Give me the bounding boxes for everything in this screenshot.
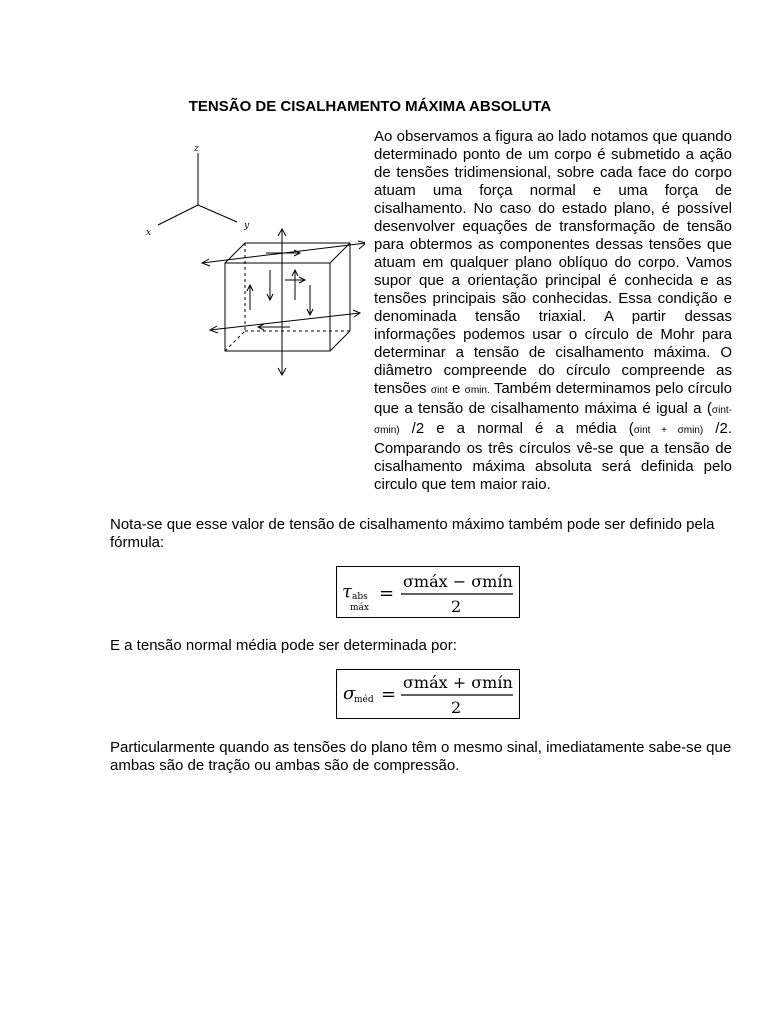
paragraph-final: Particularmente quando as tensões do plano têm o mesmo sinal, imediatamente sabe-se que ambas são de tração ou ambas são de compressão. <box>110 739 732 774</box>
axis-x-label: x <box>146 228 152 238</box>
intro-text-3: /2 e a normal é a média ( <box>399 420 634 437</box>
sigma-min-label: σmin. <box>464 385 490 396</box>
cube <box>225 243 350 351</box>
formula-2-numerator: σmáx + σmín <box>403 673 513 692</box>
intro-and: e <box>447 380 465 397</box>
paragraph-nota: Nota-se que esse valor de tensão de cisalhamento máximo também pode ser definido pela fórmula: <box>110 516 715 551</box>
axis-x-line <box>158 205 198 225</box>
formula-1-lhs-sub-top: abs <box>352 592 368 602</box>
intro-text-4: /2. Comparando os três círculos vê-se que a tensão de cisalhamento máxima absoluta será definida pelo circulo que tem maior raio. <box>374 420 732 493</box>
formula-1-denominator: 2 <box>451 597 462 616</box>
axis-y-line <box>198 205 237 222</box>
formula-2-lhs-sub: méd <box>354 695 374 705</box>
sigma-int-label: σint <box>430 385 448 396</box>
formula-1-equals: = <box>379 583 395 604</box>
stress-arrows <box>202 229 365 375</box>
formula-1-lhs-sub-bottom: máx <box>350 603 369 613</box>
page-title: TENSÃO DE CISALHAMENTO MÁXIMA ABSOLUTA <box>188 98 552 115</box>
formula-2-denominator: 2 <box>451 698 462 717</box>
stress-element-figure <box>140 135 365 385</box>
sigma-diff-label: σint- σmin) <box>374 405 732 436</box>
formula-2-lhs: σ <box>343 683 356 704</box>
axis-y-label: y <box>244 221 250 231</box>
intro-text-2: Também determinamos pelo círculo que a tensão de cisalhamento máxima é igual a ( <box>374 380 732 417</box>
paragraph-media: E a tensão normal média pode ser determinada por: <box>110 637 457 654</box>
formula-max-shear <box>336 566 520 618</box>
axis-z-label: z <box>194 144 199 154</box>
sigma-sum-label: σint + σmin) <box>633 425 704 436</box>
formula-mean-normal <box>336 669 520 719</box>
intro-text-1: Ao observamos a figura ao lado notamos que quando determinado ponto de um corpo é submetido a ação de tensões tridimensional, sobre cada face do corpo atuam uma força normal e uma força de cisalhamento. No caso do estado plano, é possível desenvolver equações de transformação de tensão para obtermos as componentes dessas tensões que atuam em qualquer plano oblíquo do corpo. Vamos supor que a orientação principal é conhecida e as tensões principais são conhecidas. Essa condição e denominada tensão triaxial. A partir dessas informações podemos usar o círculo de Mohr para determinar a tensão de cisalhamento máxima. O diâmetro compreende do círculo compreende as tensões <box>374 128 732 397</box>
formula-2-equals: = <box>381 684 397 705</box>
formula-1-numerator: σmáx − σmín <box>403 572 513 591</box>
formula-1-lhs: τ <box>342 581 352 602</box>
intro-paragraph <box>374 128 732 494</box>
